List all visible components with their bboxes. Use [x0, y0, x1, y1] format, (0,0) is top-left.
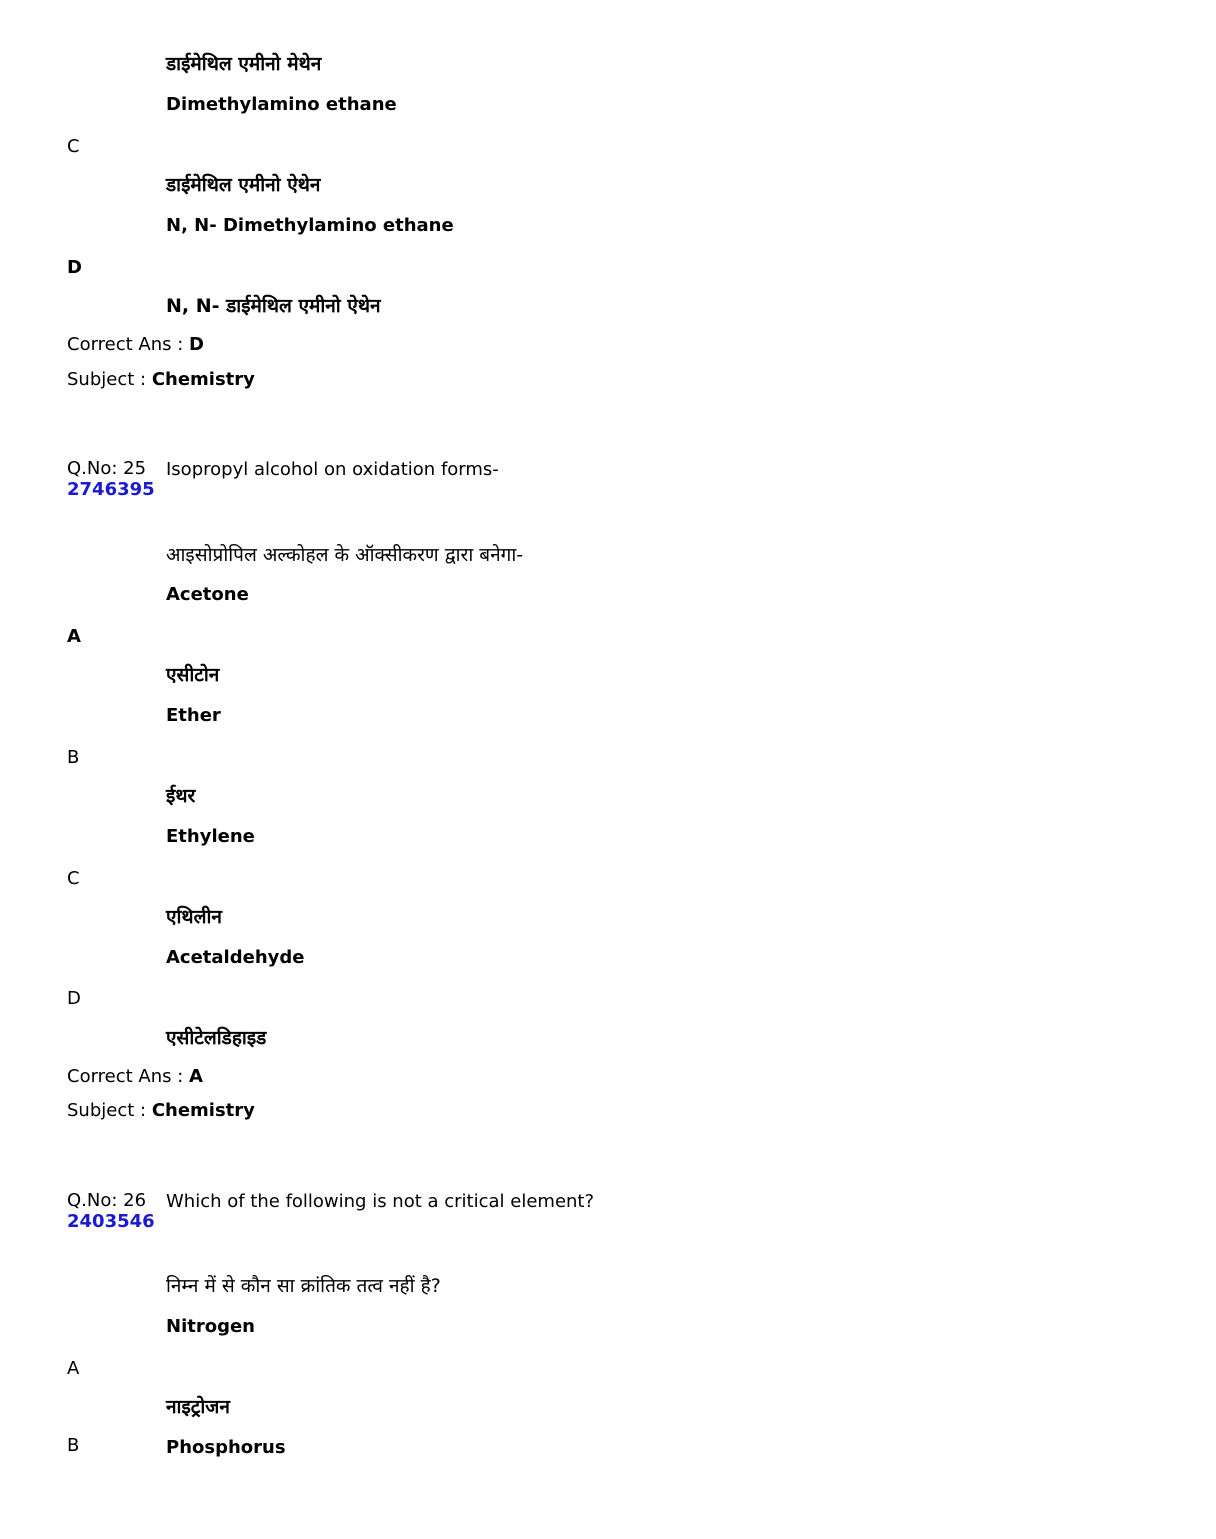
- question-text-hindi: निम्न में से कौन सा क्रांतिक तत्व नहीं है?: [166, 1275, 441, 1297]
- question-text-english: Isopropyl alcohol on oxidation forms-: [166, 459, 499, 480]
- option-c-hindi-text: डाईमेथिल एमीनो ऐथेन: [166, 174, 321, 196]
- option-b-english-text: Phosphorus: [166, 1437, 286, 1458]
- question-text-english: Which of the following is not a critical element?: [166, 1191, 595, 1212]
- option-a-english-text: Nitrogen: [166, 1316, 255, 1337]
- option-d-letter: D: [67, 257, 82, 278]
- option-c-hindi-text: एथिलीन: [166, 906, 222, 928]
- option-b-hindi-text: ईथर: [166, 785, 196, 807]
- subject-line: [67, 1100, 255, 1122]
- option-a-letter: A: [67, 626, 81, 647]
- option-b-english-text: Ether: [166, 705, 221, 726]
- question-number: Q.No: 26: [67, 1190, 147, 1211]
- option-d-letter: D: [67, 988, 81, 1009]
- subject-label: Subject :: [67, 1100, 147, 1121]
- question-text-hindi: आइसोप्रोपिल अल्कोहल के ऑक्सीकरण द्वारा बनेगा-: [166, 544, 524, 566]
- question-number: Q.No: 25: [67, 458, 147, 479]
- question-id: 2403546: [67, 1211, 155, 1232]
- option-d-english-text: Acetaldehyde: [166, 947, 305, 968]
- correct-answer-value: D: [189, 334, 204, 355]
- option-c-english-text: Ethylene: [166, 826, 255, 847]
- option-a-english-text: Acetone: [166, 584, 249, 605]
- option-d-hindi-text: एसीटेलडिहाइड: [166, 1027, 267, 1049]
- option-a-hindi-text: एसीटोन: [166, 664, 220, 686]
- option-c-english-text: Dimethylamino ethane: [166, 94, 397, 115]
- subject-line: [67, 369, 255, 391]
- correct-answer-label: Correct Ans :: [67, 334, 184, 355]
- option-b-hindi-text: डाईमेथिल एमीनो मेथेन: [166, 53, 322, 75]
- correct-answer-value: A: [189, 1066, 203, 1087]
- option-a-letter: A: [67, 1358, 80, 1379]
- option-b-letter: B: [67, 1435, 80, 1456]
- question-id: 2746395: [67, 479, 155, 500]
- correct-answer-label: Correct Ans :: [67, 1066, 184, 1087]
- option-b-letter: B: [67, 747, 80, 768]
- option-d-english-text: N, N- Dimethylamino ethane: [166, 215, 454, 236]
- option-a-hindi-text: नाइट्रोजन: [166, 1396, 230, 1418]
- subject-value: Chemistry: [151, 1100, 255, 1121]
- subject-value: Chemistry: [151, 369, 255, 390]
- option-d-hindi-text: N, N- डाईमेथिल एमीनो ऐथेन: [166, 295, 381, 317]
- subject-label: Subject :: [67, 369, 147, 390]
- correct-answer-line: [67, 1066, 203, 1088]
- option-c-letter: C: [67, 136, 80, 157]
- correct-answer-line: [67, 334, 204, 356]
- option-c-letter: C: [67, 868, 80, 889]
